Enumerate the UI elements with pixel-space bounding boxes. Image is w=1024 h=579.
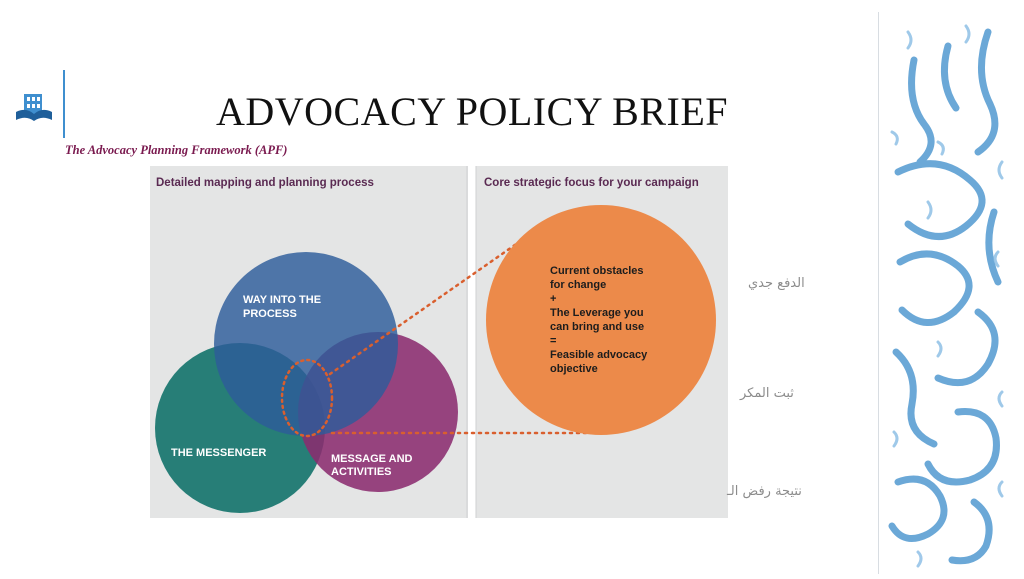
- core-line: for change: [550, 279, 607, 291]
- core-line: objective: [550, 363, 598, 375]
- logo-divider: [63, 70, 65, 138]
- arabic-note-1: الدفع جدي: [748, 276, 805, 291]
- way-into-process-circle: [214, 252, 398, 436]
- way-into-process-label: WAY INTO THE PROCESS: [243, 294, 322, 320]
- apf-diagram-svg: [150, 166, 728, 518]
- calligraphy-icon: [878, 12, 1018, 574]
- core-line: The Leverage you: [550, 307, 644, 319]
- message-activities-label: MESSAGE AND ACTIVITIES: [331, 453, 413, 478]
- messenger-label: THE MESSENGER: [171, 447, 267, 459]
- arabic-note-2: ثبت المكر: [740, 386, 794, 401]
- apf-diagram: [150, 166, 728, 518]
- building-book-icon: [14, 92, 54, 122]
- left-panel-heading: Detailed mapping and planning process: [156, 177, 374, 189]
- core-line: can bring and use: [550, 321, 645, 333]
- core-line: +: [550, 293, 557, 305]
- core-line: =: [550, 335, 557, 347]
- core-line: Current obstacles: [550, 265, 644, 277]
- logo: [14, 92, 54, 122]
- core-focus-circle: [486, 205, 716, 435]
- arabic-note-3: نتيجة رفض الـ: [727, 484, 802, 499]
- panel-divider: [468, 166, 476, 518]
- page-title: ADVOCACY POLICY BRIEF: [216, 89, 729, 134]
- core-line: Feasible advocacy: [550, 349, 648, 361]
- arabic-calligraphy-decoration: [878, 12, 1018, 574]
- right-panel-heading: Core strategic focus for your campaign: [484, 177, 699, 189]
- page-subtitle: The Advocacy Planning Framework (APF): [65, 143, 288, 157]
